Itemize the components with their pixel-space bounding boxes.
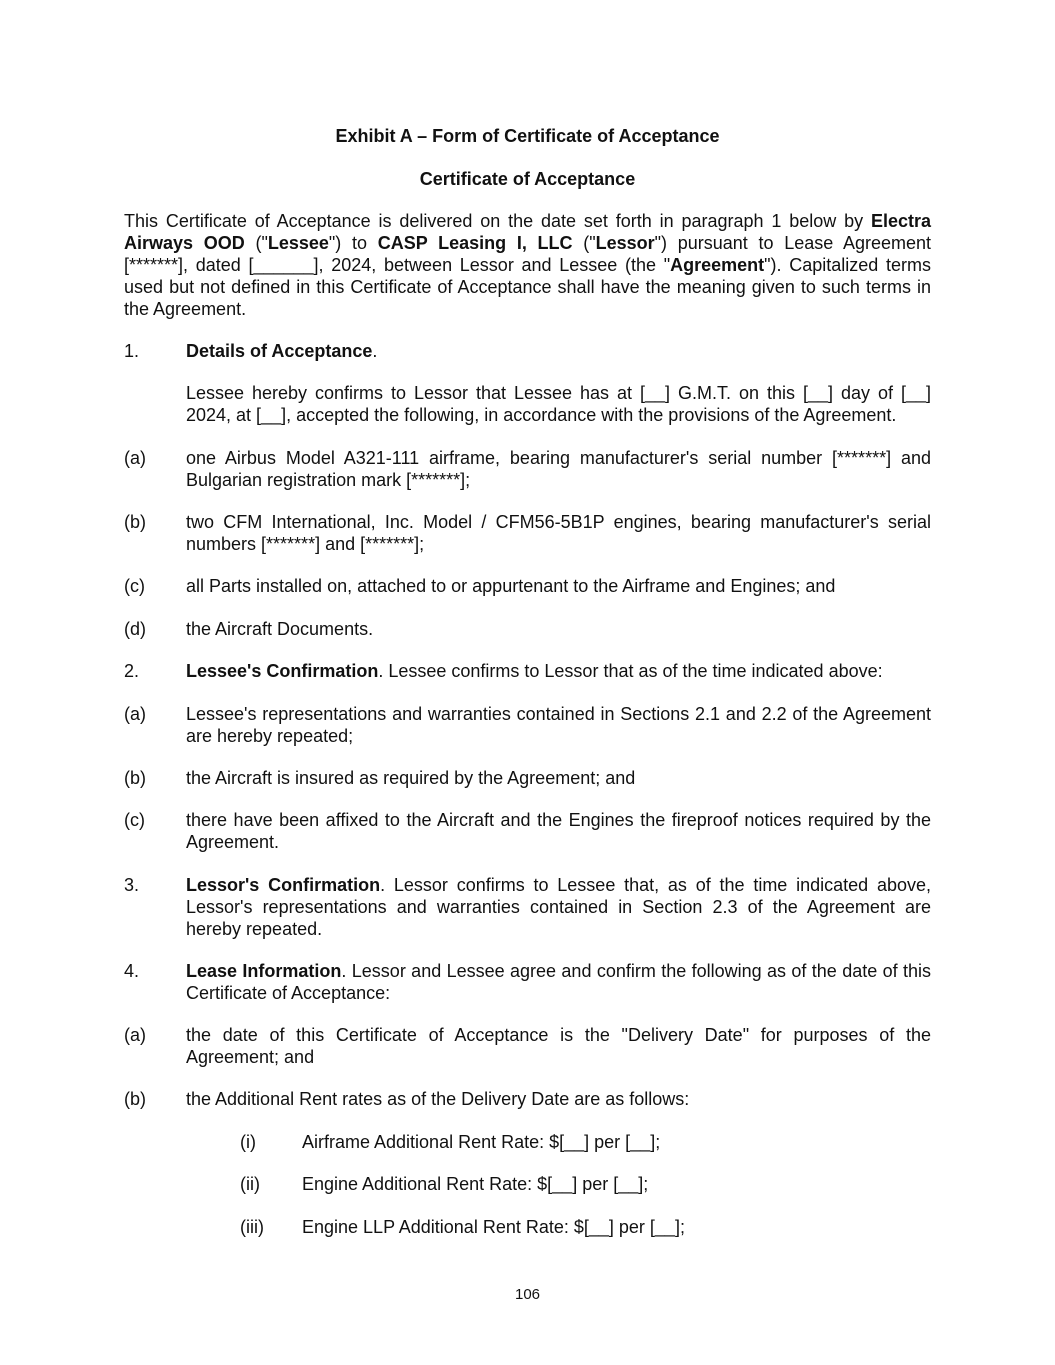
item-text: the Aircraft is insured as required by the Agreement; and <box>186 768 636 788</box>
agreement-term: Agreement <box>670 255 765 275</box>
section-heading: Lessee's Confirmation <box>186 661 379 681</box>
section-1-item-d <box>124 618 931 640</box>
section-number: 2. <box>124 661 140 681</box>
item-label: (c) <box>124 810 145 830</box>
section-text: . Lessor and Lessee agree and confirm the following as of the date of this Certificate of Acceptance: <box>186 961 932 1003</box>
section-3 <box>124 874 931 940</box>
item-text: one Airbus Model A321-111 airframe, bearing manufacturer's serial number [*******] and Bulgarian registration mark [*******]; <box>186 448 931 490</box>
section-2-heading <box>124 660 931 682</box>
rate-engine <box>240 1173 931 1195</box>
intro-text-6: "). Capitalized terms used but not defined in this Certificate of Acceptance shall have the meaning given to such terms in the Agreement. <box>124 255 932 319</box>
rate-airframe <box>240 1131 931 1153</box>
certificate-title: Certificate of Acceptance <box>419 169 636 189</box>
rate-text: Airframe Additional Rent Rate: $[__] per [__]; <box>302 1132 661 1152</box>
rate-text: Engine Additional Rent Rate: $[__] per [__]; <box>302 1174 649 1194</box>
item-label: (a) <box>124 704 146 724</box>
section-4 <box>124 960 931 1004</box>
lessee-name: Electra Airways OOD <box>124 211 931 253</box>
item-label: (a) <box>124 1025 146 1045</box>
section-1-item-b <box>124 511 931 555</box>
item-label: (c) <box>124 576 145 596</box>
item-text: the Additional Rent rates as of the Delivery Date are as follows: <box>186 1089 690 1109</box>
intro-paragraph <box>124 210 931 320</box>
section-1-confirmation <box>124 382 931 426</box>
intro-text-5: ") pursuant to Lease Agreement [*******], dated [______], 2024, between Lessor and Lessee (the " <box>124 233 932 275</box>
item-label: (b) <box>124 1089 146 1109</box>
section-2-item-a <box>124 703 931 747</box>
item-label: (b) <box>124 512 146 532</box>
section-heading: Lessor's Confirmation <box>186 875 381 895</box>
intro-text-1: This Certificate of Acceptance is delivered on the date set forth in paragraph 1 below by <box>124 211 871 231</box>
section-4-item-b <box>124 1088 931 1110</box>
section-number: 3. <box>124 875 140 895</box>
item-text: all Parts installed on, attached to or appurtenant to the Airframe and Engines; and <box>186 576 836 596</box>
section-2-item-b <box>124 767 931 789</box>
rate-label: (iii) <box>240 1217 264 1237</box>
item-label: (b) <box>124 768 146 788</box>
section-heading: Lease Information <box>186 961 342 981</box>
page-number: 106 <box>514 1286 541 1303</box>
lessor-name: CASP Leasing I, LLC <box>377 233 573 253</box>
section-period: . <box>372 341 378 361</box>
intro-text-4: (" <box>572 233 596 253</box>
item-text: two CFM International, Inc. Model / CFM56-5B1P engines, bearing manufacturer's serial numbers [*******] and [*******]; <box>186 512 931 554</box>
lessee-term: Lessee <box>267 233 329 253</box>
section-4-item-a <box>124 1024 931 1068</box>
item-text: the date of this Certificate of Acceptance is the "Delivery Date" for purposes of the Agreement; and <box>186 1025 931 1067</box>
item-text: Lessee's representations and warranties contained in Sections 2.1 and 2.2 of the Agreement are hereby repeated; <box>186 704 931 746</box>
rate-engine-llp <box>240 1216 931 1238</box>
item-label: (a) <box>124 448 146 468</box>
section-1-item-a <box>124 447 931 491</box>
section-number: 4. <box>124 961 140 981</box>
rate-label: (i) <box>240 1132 256 1152</box>
intro-text-3: ") to <box>328 233 378 253</box>
section-1-item-c <box>124 575 931 597</box>
section-number: 1. <box>124 341 140 361</box>
rate-text: Engine LLP Additional Rent Rate: $[__] per [__]; <box>302 1217 685 1237</box>
item-text: the Aircraft Documents. <box>186 619 374 639</box>
confirmation-text: Lessee hereby confirms to Lessor that Lessee has at [__] G.M.T. on this [__] day of [__] 2024, at [__], accepted the following, in accordance with the provisions of the Agreement. <box>186 383 931 425</box>
item-text: there have been affixed to the Aircraft and the Engines the fireproof notices required by the Agreement. <box>186 810 931 852</box>
rate-label: (ii) <box>240 1174 260 1194</box>
section-text: . Lessee confirms to Lessor that as of the time indicated above: <box>378 661 883 681</box>
item-label: (d) <box>124 619 146 639</box>
section-2-item-c <box>124 809 931 853</box>
lessor-term: Lessor <box>595 233 655 253</box>
intro-text-2: (" <box>244 233 268 253</box>
section-1-heading <box>124 340 931 362</box>
section-text: . Lessor confirms to Lessee that, as of the time indicated above, Lessor's representations and warranties contained in Section 2.3 of the Agreement are hereby repeated. <box>186 875 931 939</box>
exhibit-title: Exhibit A – Form of Certificate of Acceptance <box>335 126 720 146</box>
section-heading: Details of Acceptance <box>186 341 373 361</box>
